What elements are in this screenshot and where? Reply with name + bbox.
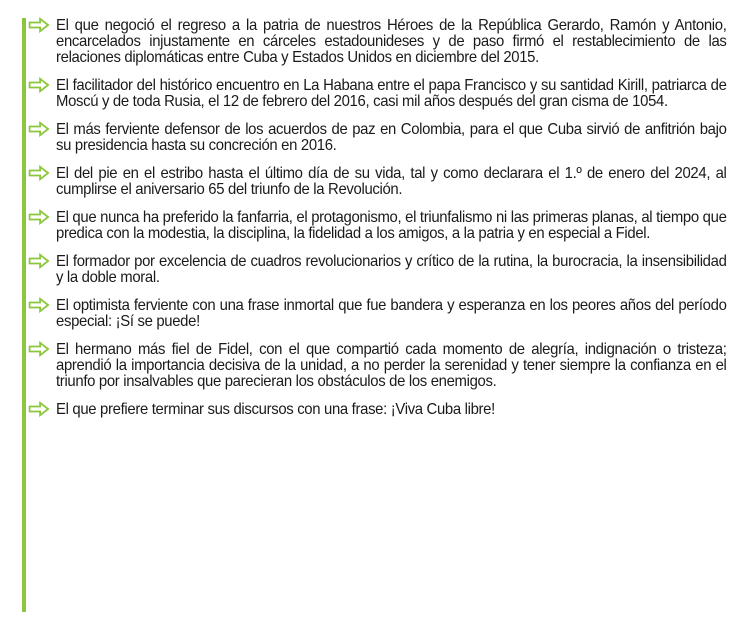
bullet-list — [26, 18, 728, 418]
arrow-right-outline-icon — [28, 209, 50, 225]
list-item-text: El formador por excelencia de cuadros revolucionarios y crítico de la rutina, la burocracia, la insensibilidad y la doble moral. — [56, 253, 727, 286]
list-item-text: El optimista ferviente con una frase inmortal que fue bandera y esperanza en los peores años del período especial: ¡Sí se puede! — [56, 297, 727, 330]
document-text-block — [22, 18, 728, 612]
list-item-text: El facilitador del histórico encuentro en La Habana entre el papa Francisco y su santidad Kirill, patriarca de Moscú y de toda Rusia, el 12 de febrero del 2016, casi mil años después del gran cisma de 1054. — [56, 77, 727, 110]
arrow-right-outline-icon — [28, 165, 50, 181]
list-item-text: El que prefiere terminar sus discursos con una frase: ¡Viva Cuba libre! — [56, 401, 495, 418]
list-item — [56, 298, 727, 330]
list-item — [56, 18, 727, 66]
list-item-text: El del pie en el estribo hasta el último día de su vida, tal y como declarara el 1.º de enero del 2024, al cumplirse el aniversario 65 del triunfo de la Revolución. — [56, 165, 727, 198]
arrow-right-outline-icon — [28, 77, 50, 93]
list-item-text: El que nunca ha preferido la fanfarria, el protagonismo, el triunfalismo ni las primeras planas, al tiempo que predica con la modestia, la disciplina, la fidelidad a los amigos, a la patria y en especial a Fidel. — [56, 209, 727, 242]
list-item-text: El hermano más fiel de Fidel, con el que compartió cada momento de alegría, indignación o tristeza; aprendió la importancia decisiva de la unidad, a no perder la serenidad y tener siempre la confianza en el triunfo por insalvables que parecieran los obstáculos de los enemigos. — [56, 341, 727, 390]
arrow-right-outline-icon — [28, 121, 50, 137]
list-item-text: El que negoció el regreso a la patria de nuestros Héroes de la República Gerardo, Ramón y Antonio, encarcelados injustamente en cárceles estadounideses y de paso firmó el restablecimiento de las relaciones diplomáticas entre Cuba y Estados Unidos en diciembre del 2015. — [56, 17, 727, 66]
list-item — [56, 342, 727, 390]
arrow-right-outline-icon — [28, 253, 50, 269]
arrow-right-outline-icon — [28, 17, 50, 33]
list-item — [56, 402, 727, 418]
list-item — [56, 78, 727, 110]
list-item-text: El más ferviente defensor de los acuerdos de paz en Colombia, para el que Cuba sirvió de anfitrión bajo su presidencia hasta su concreción en 2016. — [56, 121, 727, 154]
list-item — [56, 122, 727, 154]
list-item — [56, 254, 727, 286]
arrow-right-outline-icon — [28, 341, 50, 357]
list-item — [56, 210, 727, 242]
arrow-right-outline-icon — [28, 297, 50, 313]
list-item — [56, 166, 727, 198]
arrow-right-outline-icon — [28, 401, 50, 417]
